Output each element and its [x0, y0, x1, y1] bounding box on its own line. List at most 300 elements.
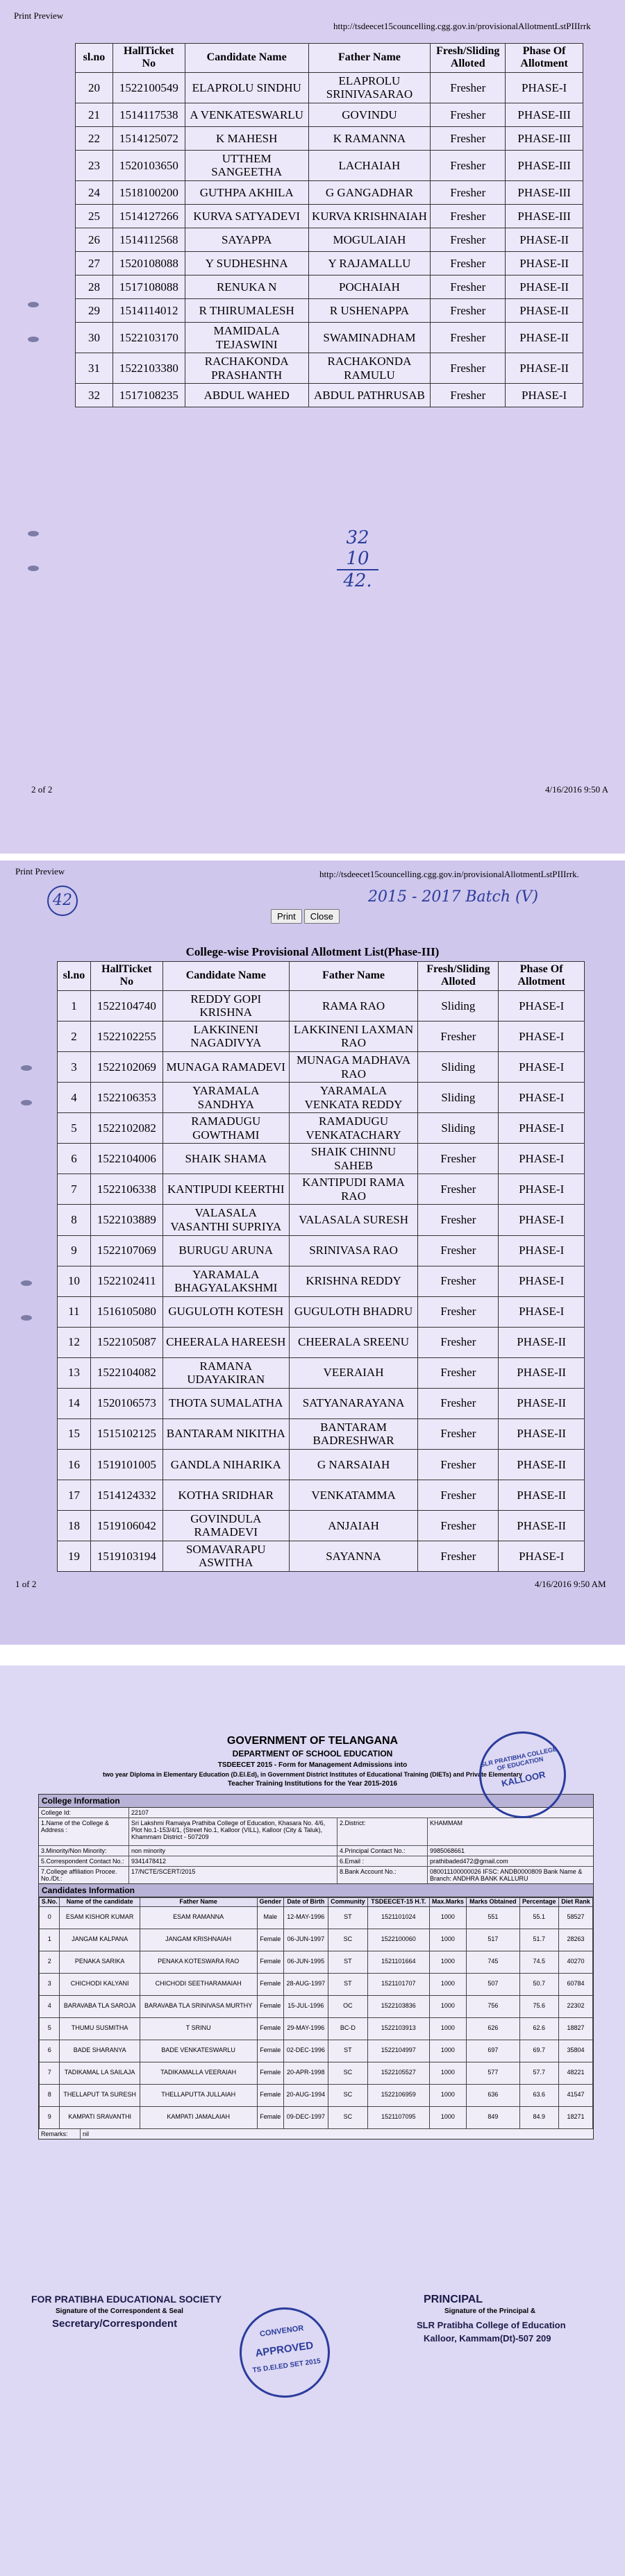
table-cell: 20-APR-1998 — [283, 2062, 328, 2084]
table-cell: LAKKINENI NAGADIVYA — [162, 1021, 289, 1051]
p3-header-9: Percentage — [519, 1898, 558, 1907]
print-datetime: 4/16/2016 9:50 AM — [535, 1579, 606, 1589]
table-cell: 19 — [58, 1541, 91, 1571]
table-cell: 35804 — [558, 2040, 592, 2062]
table-cell: 12-MAY-1996 — [283, 1906, 328, 1929]
p2-header-4: Fresh/Sliding Alloted — [418, 962, 499, 991]
table-cell: SWAMINADHAM — [308, 322, 431, 353]
print-preview-label: Print Preview — [15, 866, 65, 876]
table-cell: 1000 — [429, 1906, 467, 1929]
table-cell: 1522105087 — [90, 1327, 162, 1357]
table-row — [58, 1113, 585, 1144]
table-cell: 06-JUN-1995 — [283, 1951, 328, 1973]
table-row — [58, 1266, 585, 1296]
table-cell: Male — [257, 1906, 283, 1929]
table-cell: 1522102411 — [90, 1266, 162, 1296]
table-cell: KURVA SATYADEVI — [185, 204, 308, 228]
table-cell: KRISHNA REDDY — [289, 1266, 418, 1296]
print-datetime: 4/16/2016 9:50 A — [545, 784, 609, 795]
table-row — [58, 1418, 585, 1449]
table-row — [76, 204, 583, 228]
table-cell: KAMPATI JAMALAIAH — [140, 2106, 257, 2128]
table-cell: 1000 — [429, 2106, 467, 2128]
table-cell: 1519103194 — [90, 1541, 162, 1571]
table-cell: 1000 — [429, 1973, 467, 1995]
table-cell: Fresher — [431, 72, 506, 103]
table-cell: GUGULOTH BHADRU — [289, 1296, 418, 1327]
tally-line-2: 10 — [337, 548, 378, 570]
table-cell: SRINIVASA RAO — [289, 1235, 418, 1266]
table-cell: 60784 — [558, 1973, 592, 1995]
table-cell: 10 — [58, 1266, 91, 1296]
p3-header-4: Date of Birth — [283, 1898, 328, 1907]
district-label: 2.District: — [338, 1818, 428, 1845]
table-cell: GANDLA NIHARIKA — [162, 1449, 289, 1480]
url-label: http://tsdeecet15councelling.cgg.gov.in/provisionalAllotmentLstPIIIrrk. — [319, 869, 579, 879]
table-cell: MAMIDALA TEJASWINI — [185, 322, 308, 353]
table-cell: 29 — [76, 298, 113, 322]
table-cell: PHASE-I — [499, 1296, 585, 1327]
table-row — [40, 1951, 593, 1973]
table-cell: RAMA RAO — [289, 990, 418, 1021]
table-cell: VEERAIAH — [289, 1357, 418, 1388]
table-cell: PHASE-II — [499, 1449, 585, 1480]
table-cell: RACHAKONDA PRASHANTH — [185, 353, 308, 384]
table-cell: 0 — [40, 1906, 60, 1929]
table-cell: 7 — [40, 2062, 60, 2084]
table-cell: Fresher — [431, 204, 506, 228]
table-cell: POCHAIAH — [308, 275, 431, 298]
table-cell: PHASE-I — [499, 1266, 585, 1296]
table-cell: Fresher — [431, 126, 506, 150]
table-cell: VALASALA SURESH — [289, 1205, 418, 1235]
table-cell: 63.6 — [519, 2084, 558, 2106]
table-row — [58, 1541, 585, 1571]
table-cell: 9 — [40, 2106, 60, 2128]
table-cell: ESAM KISHOR KUMAR — [60, 1906, 140, 1929]
table-row — [58, 1296, 585, 1327]
principal-contact-label: 4.Principal Contact No.: — [338, 1846, 428, 1856]
table-cell: 1517108088 — [112, 275, 185, 298]
form-title-line-2: two year Diploma in Elementary Education (D.El.Ed), in Government District Institutes of Educational Training (DIETs) and Private Elementary — [103, 1771, 522, 1778]
table-cell: MOGULAIAH — [308, 228, 431, 251]
left-signature-title: Secretary/Correspondent — [52, 2318, 178, 2330]
table-cell: YARAMALA SANDHYA — [162, 1083, 289, 1113]
table-cell: 69.7 — [519, 2040, 558, 2062]
table-cell: VENKATAMMA — [289, 1480, 418, 1510]
table-cell: G GANGADHAR — [308, 180, 431, 204]
table-cell: BC-D — [328, 2017, 367, 2040]
p3-header-5: Community — [328, 1898, 367, 1907]
table-cell: PHASE-II — [506, 228, 583, 251]
table-cell: 1522104006 — [90, 1144, 162, 1174]
table-cell: 3 — [40, 1973, 60, 1995]
table-cell: 1514127266 — [112, 204, 185, 228]
punch-hole-mark — [28, 337, 39, 342]
table-cell: 5 — [40, 2017, 60, 2040]
table-row — [76, 298, 583, 322]
table-row — [58, 1235, 585, 1266]
table-cell: RAMADUGU VENKATACHARY — [289, 1113, 418, 1144]
table-cell: 24 — [76, 180, 113, 204]
principal-contact-value: 9985068661 — [430, 1847, 465, 1854]
table-cell: Fresher — [418, 1144, 499, 1174]
table-row — [58, 1144, 585, 1174]
print-button[interactable]: Print — [271, 909, 302, 924]
table-cell: 1522107069 — [90, 1235, 162, 1266]
punch-hole-mark — [28, 531, 39, 536]
table-cell: Sliding — [418, 990, 499, 1021]
table-cell: 6 — [58, 1144, 91, 1174]
table-cell: Fresher — [418, 1174, 499, 1205]
table-cell: 1522102069 — [90, 1051, 162, 1082]
table-cell: SAYANNA — [289, 1541, 418, 1571]
table-cell: 1516105080 — [90, 1296, 162, 1327]
close-button[interactable]: Close — [304, 909, 340, 924]
table-row — [76, 126, 583, 150]
table-cell: BANTARAM BADRESHWAR — [289, 1418, 418, 1449]
table-cell: 25 — [76, 204, 113, 228]
table-cell: 1522102082 — [90, 1113, 162, 1144]
table-cell: THELLAPUTTA JULLAIAH — [140, 2084, 257, 2106]
table-cell: SAYAPPA — [185, 228, 308, 251]
table-cell: RACHAKONDA RAMULU — [308, 353, 431, 384]
affiliation-value: 17/NCTE/SCERT/2015 — [129, 1867, 338, 1883]
table-cell: ST — [328, 2040, 367, 2062]
table-row — [40, 2084, 593, 2106]
table-cell: Female — [257, 1973, 283, 1995]
table-cell: SOMAVARAPU ASWITHA — [162, 1541, 289, 1571]
table-cell: 32 — [76, 384, 113, 407]
table-cell: 22 — [76, 126, 113, 150]
table-cell: Y RAJAMALLU — [308, 251, 431, 275]
table-cell: Fresher — [418, 1449, 499, 1480]
table-cell: 6 — [40, 2040, 60, 2062]
table-cell: 1522102255 — [90, 1021, 162, 1051]
table-cell: 14 — [58, 1388, 91, 1418]
correspondent-value: 9341478412 — [129, 1856, 338, 1866]
table-row — [40, 2017, 593, 2040]
table-cell: 1515102125 — [90, 1418, 162, 1449]
table-cell: MUNAGA MADHAVA RAO — [289, 1051, 418, 1082]
page-number: 2 of 2 — [31, 784, 53, 795]
table-row — [76, 228, 583, 251]
table-cell: 51.7 — [519, 1929, 558, 1951]
table-row — [76, 150, 583, 180]
candidates-table — [39, 1897, 593, 2129]
table-cell: 22302 — [558, 1995, 592, 2017]
p2-header-0: sl.no — [58, 962, 91, 991]
college-id-label: College Id: — [39, 1808, 129, 1817]
table-cell: Fresher — [431, 275, 506, 298]
table-cell: 9 — [58, 1235, 91, 1266]
table-cell: Female — [257, 1951, 283, 1973]
table-cell: 1000 — [429, 2084, 467, 2106]
table-cell: KANTIPUDI RAMA RAO — [289, 1174, 418, 1205]
table-row — [58, 990, 585, 1021]
table-cell: Fresher — [418, 1388, 499, 1418]
table-cell: PHASE-I — [506, 72, 583, 103]
table-cell: 18 — [58, 1510, 91, 1541]
stamp-college-place: KALLOOR — [500, 1769, 547, 1789]
table-cell: PENAKA KOTESWARA RAO — [140, 1951, 257, 1973]
table-cell: 1518100200 — [112, 180, 185, 204]
table-cell: Female — [257, 2062, 283, 2084]
table-cell: 23 — [76, 150, 113, 180]
minority-value: non minority — [129, 1846, 338, 1856]
table-cell: SC — [328, 2084, 367, 2106]
table-cell: BARAVABA TLA SAROJA — [60, 1995, 140, 2017]
table-cell: Fresher — [418, 1480, 499, 1510]
convenor-approved-stamp — [234, 2302, 336, 2404]
table-cell: 756 — [467, 1995, 519, 2017]
college-name-label: 1.Name of the College & Address : — [39, 1818, 129, 1845]
table-cell: 21 — [76, 103, 113, 126]
college-information-box — [38, 1794, 594, 2139]
table-cell: PHASE-I — [499, 1235, 585, 1266]
table-cell: 40270 — [558, 1951, 592, 1973]
college-id-value: 22107 — [131, 1809, 149, 1816]
table-cell: PHASE-II — [499, 1418, 585, 1449]
table-cell: PHASE-I — [499, 1205, 585, 1235]
handwritten-circled-count: 42 — [47, 886, 78, 916]
table-cell: YARAMALA BHAGYALAKSHMI — [162, 1266, 289, 1296]
table-row — [58, 1357, 585, 1388]
table-cell: CHEERALA HAREESH — [162, 1327, 289, 1357]
right-signature-caption: Signature of the Principal & — [444, 2307, 536, 2315]
punch-hole-mark — [21, 1315, 32, 1321]
table-cell: 30 — [76, 322, 113, 353]
table-cell: 636 — [467, 2084, 519, 2106]
table-cell: 48221 — [558, 2062, 592, 2084]
table-cell: Female — [257, 1995, 283, 2017]
table-cell: OC — [328, 1995, 367, 2017]
table-cell: 1522103913 — [368, 2017, 429, 2040]
table-cell: Female — [257, 2040, 283, 2062]
table-cell: 41547 — [558, 2084, 592, 2106]
table-cell: PHASE-I — [499, 1541, 585, 1571]
affiliation-label: 7.College affiliation Procee. No./Dt.: — [39, 1867, 129, 1883]
url-label: http://tsdeecet15councelling.cgg.gov.in/provisionalAllotmentLstPIIIrrk — [333, 21, 591, 31]
table-cell: PHASE-III — [506, 150, 583, 180]
table-cell: 1522106338 — [90, 1174, 162, 1205]
table-cell: Fresher — [431, 322, 506, 353]
table-cell: KAMPATI SRAVANTHI — [60, 2106, 140, 2128]
punch-hole-mark — [21, 1100, 32, 1105]
table-cell: 28-AUG-1997 — [283, 1973, 328, 1995]
table-cell: KOTHA SRIDHAR — [162, 1480, 289, 1510]
table-row — [58, 1388, 585, 1418]
table-cell: 1522106353 — [90, 1083, 162, 1113]
bank-value: 080011100000026 IFSC: ANDB0000809 Bank Name & Branch: ANDHRA BANK KALLURU — [430, 1868, 583, 1882]
table-cell: 20 — [76, 72, 113, 103]
table-cell: T SRINU — [140, 2017, 257, 2040]
table-cell: TADIKAMALLA VEERAIAH — [140, 2062, 257, 2084]
table-cell: 1514125072 — [112, 126, 185, 150]
table-cell: BADE VENKATESWARLU — [140, 2040, 257, 2062]
table-cell: 84.9 — [519, 2106, 558, 2128]
table-cell: 75.6 — [519, 1995, 558, 2017]
form-title-line-3: Teacher Training Institutions for the Year 2015-2016 — [227, 1780, 398, 1788]
table-cell: THELLAPUT TA SURESH — [60, 2084, 140, 2106]
table-cell: THUMU SUSMITHA — [60, 2017, 140, 2040]
list-title: College-wise Provisional Allotment List(Phase-III) — [185, 945, 440, 958]
table-cell: RENUKA N — [185, 275, 308, 298]
table-cell: ST — [328, 1973, 367, 1995]
right-signature-title: PRINCIPAL — [424, 2294, 483, 2305]
table-cell: Fresher — [418, 1327, 499, 1357]
table-cell: 4 — [58, 1083, 91, 1113]
table-cell: 16 — [58, 1449, 91, 1480]
table-cell: PHASE-II — [506, 251, 583, 275]
table-cell: Y SUDHESHNA — [185, 251, 308, 275]
right-signature-address: Kalloor, Kammam(Dt)-507 209 — [424, 2333, 551, 2344]
print-controls — [271, 909, 342, 924]
table-cell: REDDY GOPI KRISHNA — [162, 990, 289, 1021]
table-cell: TADIKAMAL LA SAILAJA — [60, 2062, 140, 2084]
table-cell: SATYANARAYANA — [289, 1388, 418, 1418]
table-cell: 849 — [467, 2106, 519, 2128]
punch-hole-mark — [28, 302, 39, 307]
p1-header-3: Father Name — [308, 44, 431, 73]
table-cell: Fresher — [418, 1021, 499, 1051]
table-cell: GUGULOTH KOTESH — [162, 1296, 289, 1327]
table-cell: JANGAM KALPANA — [60, 1929, 140, 1951]
table-cell: 1522106959 — [368, 2084, 429, 2106]
table-cell: 1522103889 — [90, 1205, 162, 1235]
p2-header-5: Phase Of Allotment — [499, 962, 585, 991]
form-dept-title: DEPARTMENT OF SCHOOL EDUCATION — [232, 1749, 393, 1759]
table-cell: 3 — [58, 1051, 91, 1082]
table-cell: 1520108088 — [112, 251, 185, 275]
correspondent-row — [39, 1856, 593, 1867]
table-cell: SC — [328, 2062, 367, 2084]
stamp-approved: APPROVED — [254, 2339, 315, 2359]
district-value: KHAMMAM — [430, 1820, 462, 1827]
table-cell: 1522104740 — [90, 990, 162, 1021]
table-cell: Fresher — [418, 1541, 499, 1571]
table-row — [40, 2062, 593, 2084]
table-cell: 62.6 — [519, 2017, 558, 2040]
table-row — [76, 180, 583, 204]
table-row — [76, 384, 583, 407]
table-cell: RAMADUGU GOWTHAMI — [162, 1113, 289, 1144]
table-cell: BARAVABA TLA SRINIVASA MURTHY — [140, 1995, 257, 2017]
table-cell: 28263 — [558, 1929, 592, 1951]
table-cell: PHASE-II — [506, 275, 583, 298]
table-cell: Female — [257, 2106, 283, 2128]
table-cell: 1522103380 — [112, 353, 185, 384]
table-cell: 06-JUN-1997 — [283, 1929, 328, 1951]
table-cell: PHASE-I — [499, 1113, 585, 1144]
form-title-line-1: TSDEECET 2015 - Form for Management Admissions into — [217, 1761, 408, 1769]
table-cell: 1000 — [429, 1951, 467, 1973]
p3-header-7: Max.Marks — [429, 1898, 467, 1907]
right-signature-org: SLR Pratibha College of Education — [417, 2320, 566, 2330]
remarks-row — [39, 2129, 593, 2139]
college-info-band: College Information — [39, 1795, 593, 1808]
table-cell: 8 — [58, 1205, 91, 1235]
table-cell: 1522103170 — [112, 322, 185, 353]
email-label: 6.Email : — [338, 1856, 428, 1866]
table-cell: 02-DEC-1996 — [283, 2040, 328, 2062]
p3-header-6: TSDEECET-15 H.T. — [368, 1898, 429, 1907]
table-cell: CHEERALA SREENU — [289, 1327, 418, 1357]
table-cell: Fresher — [418, 1296, 499, 1327]
table-row — [40, 1906, 593, 1929]
table-cell: CHICHODI KALYANI — [60, 1973, 140, 1995]
table-cell: Fresher — [431, 103, 506, 126]
table-cell: THOTA SUMALATHA — [162, 1388, 289, 1418]
table-cell: 1520106573 — [90, 1388, 162, 1418]
table-cell: PHASE-II — [506, 322, 583, 353]
table-row — [40, 2106, 593, 2128]
table-cell: 1522105527 — [368, 2062, 429, 2084]
table-cell: VALASALA VASANTHI SUPRIYA — [162, 1205, 289, 1235]
table-cell: 1 — [58, 990, 91, 1021]
table-cell: PHASE-II — [499, 1388, 585, 1418]
table-cell: Fresher — [431, 251, 506, 275]
table-cell: 27 — [76, 251, 113, 275]
table-cell: 1521107095 — [368, 2106, 429, 2128]
table-cell: PHASE-III — [506, 126, 583, 150]
table-row — [58, 1205, 585, 1235]
table-cell: SC — [328, 1929, 367, 1951]
table-cell: 15 — [58, 1418, 91, 1449]
table-cell: 58527 — [558, 1906, 592, 1929]
table-cell: 57.7 — [519, 2062, 558, 2084]
table-row — [40, 1995, 593, 2017]
table-row — [58, 1021, 585, 1051]
page-number: 1 of 2 — [15, 1579, 37, 1589]
table-row — [58, 1327, 585, 1357]
p1-header-5: Phase Of Allotment — [506, 44, 583, 73]
table-cell: 1519101005 — [90, 1449, 162, 1480]
minority-label: 3.Minority/Non Minority: — [39, 1846, 129, 1856]
table-cell: 1000 — [429, 2062, 467, 2084]
table-row — [76, 322, 583, 353]
table-cell: 4 — [40, 1995, 60, 2017]
table-cell: Fresher — [418, 1418, 499, 1449]
table-row — [76, 275, 583, 298]
table-cell: GOVINDULA RAMADEVI — [162, 1510, 289, 1541]
table-row — [58, 1051, 585, 1082]
table-cell: Fresher — [418, 1510, 499, 1541]
table-cell: PENAKA SARIKA — [60, 1951, 140, 1973]
table-cell: PHASE-III — [506, 103, 583, 126]
table-cell: PHASE-II — [506, 298, 583, 322]
table-cell: 1514114012 — [112, 298, 185, 322]
printed-page-1-of-2 — [0, 861, 625, 1645]
table-cell: ABDUL WAHED — [185, 384, 308, 407]
p3-header-8: Marks Obtained — [467, 1898, 519, 1907]
table-cell: Fresher — [418, 1357, 499, 1388]
table-cell: 1514112568 — [112, 228, 185, 251]
table-cell: ABDUL PATHRUSAB — [308, 384, 431, 407]
punch-hole-mark — [21, 1065, 32, 1071]
table-cell: BADE SHARANYA — [60, 2040, 140, 2062]
table-cell: 1521101024 — [368, 1906, 429, 1929]
table-cell: 626 — [467, 2017, 519, 2040]
table-cell: K RAMANNA — [308, 126, 431, 150]
table-row — [76, 251, 583, 275]
table-cell: KANTIPUDI KEERTHI — [162, 1174, 289, 1205]
table-cell: Sliding — [418, 1113, 499, 1144]
p1-header-0: sl.no — [76, 44, 113, 73]
table-cell: Fresher — [418, 1235, 499, 1266]
form-gov-title: GOVERNMENT OF TELANGANA — [226, 1735, 399, 1747]
table-row — [40, 1973, 593, 1995]
